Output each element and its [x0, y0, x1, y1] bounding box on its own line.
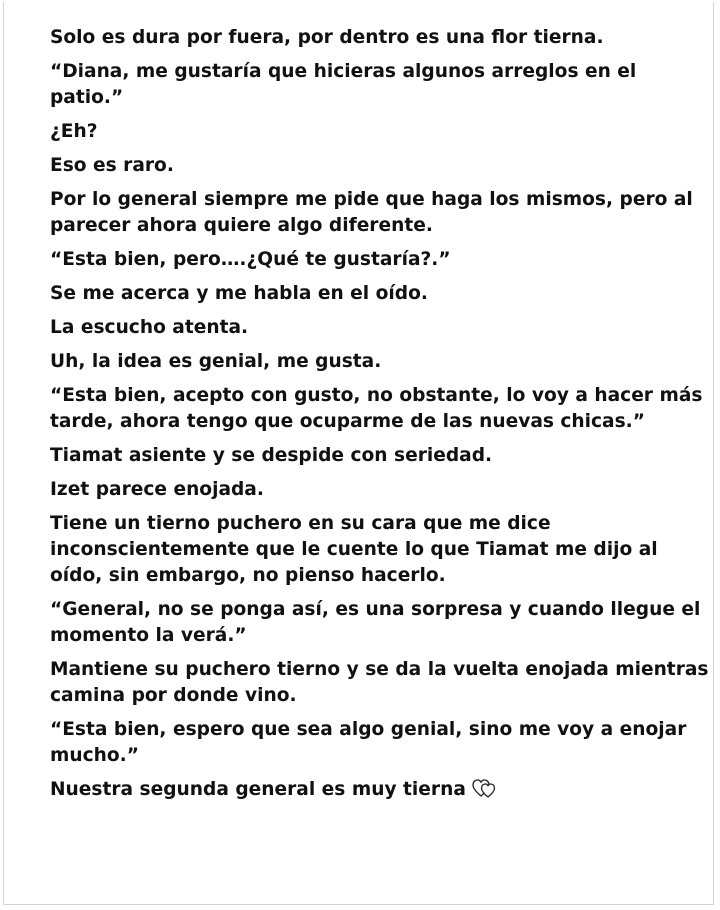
paragraph: [50, 383, 703, 435]
text-line: momento la verá.”: [50, 625, 247, 646]
text-line: La escucho atenta.: [50, 317, 249, 338]
text-line: “Esta bien, acepto con gusto, no obstante, lo voy a hacer más: [50, 385, 703, 406]
text-line: “Esta bien, pero….¿Qué te gustaría?.”: [50, 249, 451, 270]
text-line: camina por donde vino.: [50, 685, 297, 706]
text-line: Se me acerca y me habla en el oído.: [50, 283, 428, 304]
text-line: ¿Eh?: [50, 121, 98, 142]
paragraph: [50, 349, 700, 375]
text-line: Solo es dura por fuera, por dentro es una flor tierna.: [50, 27, 604, 48]
paragraph: [50, 119, 700, 145]
two-hearts-icon: [472, 779, 498, 807]
final-line: [50, 777, 700, 807]
paragraph: [50, 25, 700, 51]
text-line: Nuestra segunda general es muy tierna: [50, 779, 466, 800]
paragraph: [50, 597, 700, 649]
paragraph: [50, 247, 700, 273]
text-line: Izet parece enojada.: [50, 479, 264, 500]
paragraph: [50, 777, 700, 807]
paragraph: [50, 511, 700, 589]
paragraph: [50, 153, 700, 179]
text-line: Eso es raro.: [50, 155, 174, 176]
paragraph: [50, 187, 700, 239]
paragraph: [50, 477, 700, 503]
story-text: [50, 25, 709, 815]
text-line: tarde, ahora tengo que ocuparme de las nuevas chicas.”: [50, 411, 645, 432]
text-line: “Diana, me gustaría que hicieras algunos arreglos en el: [50, 61, 637, 82]
text-line: Mantiene su puchero tierno y se da la vuelta enojada mientras: [50, 659, 709, 680]
paragraph: [50, 657, 709, 709]
paragraph: [50, 315, 700, 341]
text-line: Tiene un tierno puchero en su cara que me dice: [50, 513, 551, 534]
paragraph: [50, 717, 700, 769]
text-line: inconscientemente que le cuente lo que Tiamat me dijo al: [50, 539, 658, 560]
text-line: parecer ahora quiere algo diferente.: [50, 215, 433, 236]
text-line: Uh, la idea es genial, me gusta.: [50, 351, 382, 372]
text-line: “Esta bien, espero que sea algo genial, sino me voy a enojar: [50, 719, 687, 740]
text-line: “General, no se ponga así, es una sorpresa y cuando llegue el: [50, 599, 701, 620]
paragraph: [50, 443, 700, 469]
text-line: patio.”: [50, 87, 124, 108]
document-page: [3, 2, 714, 905]
text-line: oído, sin embargo, no pienso hacerlo.: [50, 565, 446, 586]
text-line: Tiamat asiente y se despide con seriedad.: [50, 445, 493, 466]
text-line: mucho.”: [50, 745, 139, 766]
paragraph: [50, 281, 700, 307]
text-line: Por lo general siempre me pide que haga los mismos, pero al: [50, 189, 693, 210]
paragraph: [50, 59, 700, 111]
